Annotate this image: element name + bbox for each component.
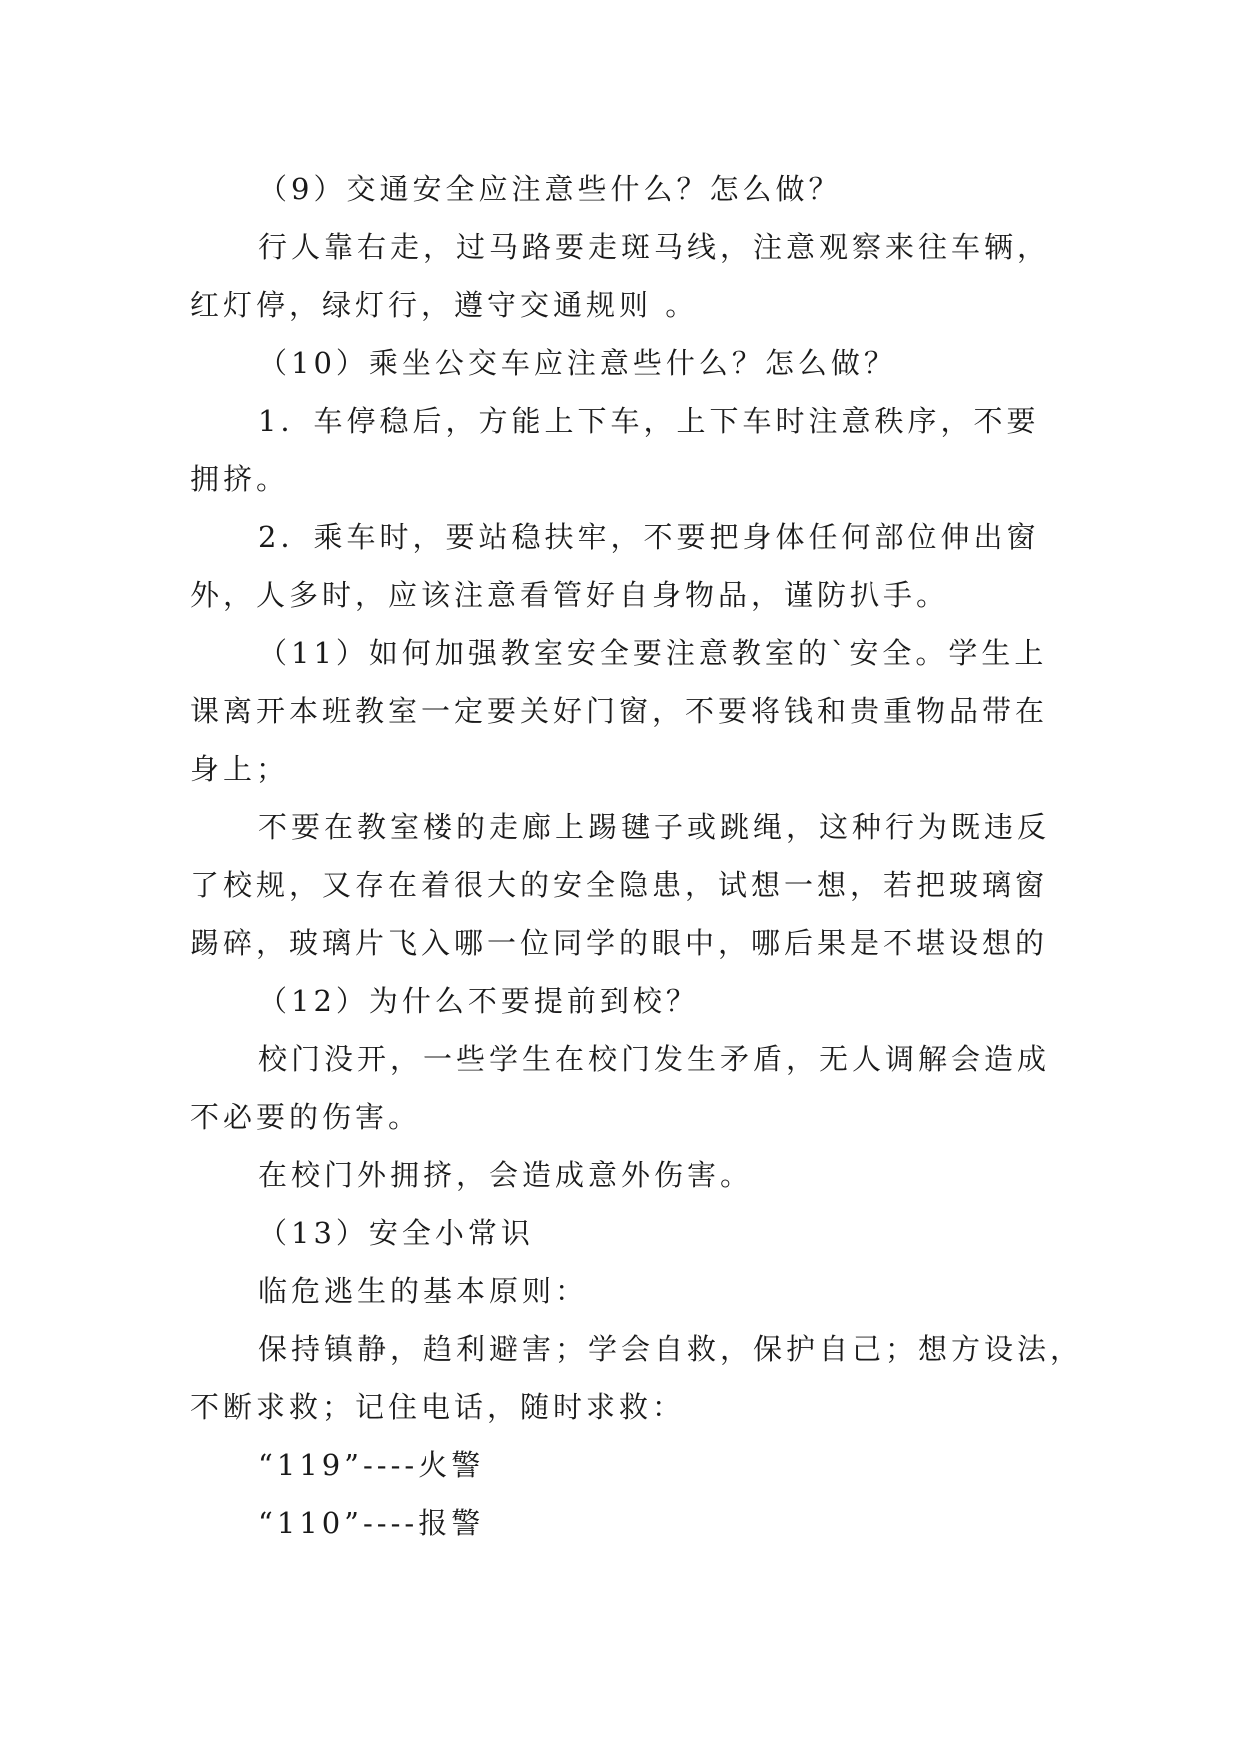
- paragraph-line: 2．乘车时，要站稳扶牢，不要把身体任何部位伸出窗: [258, 520, 1040, 554]
- emergency-number-police: “110”----报警: [258, 1506, 485, 1540]
- section-heading-9: （9）交通安全应注意些什么？怎么做？: [258, 172, 842, 206]
- section-heading-12: （12）为什么不要提前到校？: [258, 984, 699, 1018]
- paragraph-line: 不断求救；记住电话，随时求救：: [190, 1390, 686, 1424]
- paragraph-line: 临危逃生的基本原则：: [258, 1274, 589, 1308]
- paragraph-line: 红灯停，绿灯行，遵守交通规则 。: [190, 288, 699, 322]
- paragraph-line: 了校规，又存在着很大的安全隐患，试想一想，若把玻璃窗: [190, 868, 1049, 902]
- paragraph-line: 课离开本班教室一定要关好门窗，不要将钱和贵重物品带在: [190, 694, 1049, 728]
- document-body: [190, 160, 1084, 1552]
- paragraph-line: 在校门外拥挤，会造成意外伤害。: [258, 1158, 754, 1192]
- emergency-number-fire: “119”----火警: [258, 1448, 485, 1482]
- paragraph-line: 行人靠右走，过马路要走斑马线，注意观察来往车辆，: [258, 230, 1051, 264]
- paragraph-line: 保持镇静，趋利避害；学会自救，保护自己；想方设法，: [258, 1332, 1084, 1366]
- paragraph-line: 不必要的伤害。: [190, 1100, 422, 1134]
- paragraph-line: 1．车停稳后，方能上下车，上下车时注意秩序，不要: [258, 404, 1040, 438]
- section-heading-11: （11）如何加强教室安全要注意教室的`安全。学生上: [258, 636, 1048, 670]
- section-heading-13: （13）安全小常识: [258, 1216, 534, 1250]
- paragraph-line: 不要在教室楼的走廊上踢毽子或跳绳，这种行为既违反: [258, 810, 1051, 844]
- paragraph-line: 校门没开，一些学生在校门发生矛盾，无人调解会造成: [258, 1042, 1051, 1076]
- paragraph-line: 外，人多时，应该注意看管好自身物品，谨防扒手。: [190, 578, 950, 612]
- paragraph-line: 身上；: [190, 752, 290, 786]
- paragraph-line: 拥挤。: [190, 462, 290, 496]
- paragraph-line: 踢碎，玻璃片飞入哪一位同学的眼中，哪后果是不堪设想的: [190, 926, 1049, 960]
- section-heading-10: （10）乘坐公交车应注意些什么？怎么做？: [258, 346, 897, 380]
